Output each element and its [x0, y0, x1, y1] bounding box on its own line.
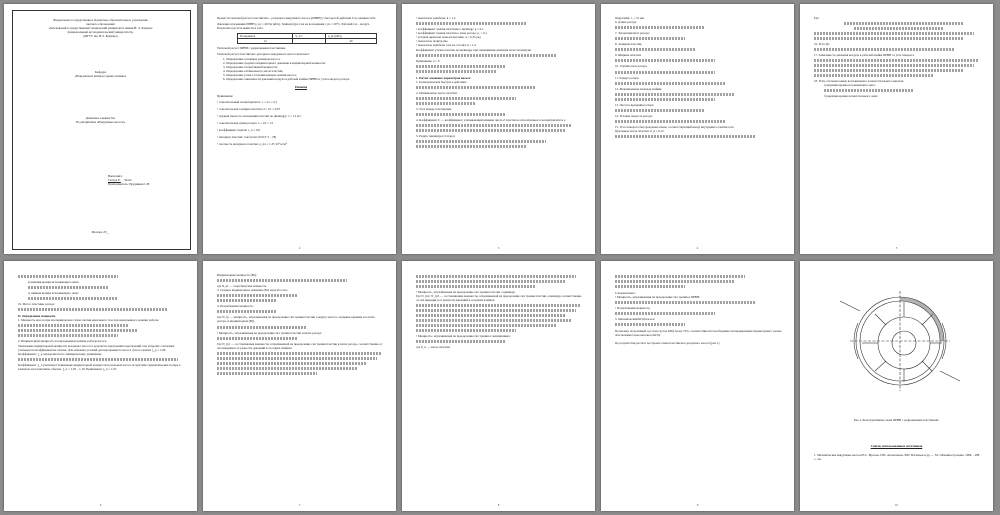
city-year: Москва, 20__	[91, 230, 110, 234]
formula	[615, 48, 695, 51]
formula	[416, 145, 526, 148]
page-number: 3	[497, 246, 500, 250]
table-cell-p: 40	[326, 39, 377, 44]
formula	[416, 304, 581, 307]
param-list	[217, 100, 385, 147]
step-label: 3. Угол между пластинами:	[416, 107, 452, 112]
formula	[615, 71, 715, 74]
given-text: Давление всасывания ПРВН p_вс = 40 Па (кПа). Температура газа на всасывании t_вс = 20°С. Рабочий газ – воздух. Результаты расчета вывести в табл.	[217, 22, 370, 31]
formula	[814, 37, 964, 40]
page-6	[4, 261, 197, 511]
page-4	[601, 4, 794, 254]
formula	[615, 120, 725, 123]
formula	[18, 308, 168, 311]
formula	[416, 97, 516, 100]
param-line: • относительный эксцентриситет: ε = e/r = 0,1	[217, 99, 278, 104]
formula	[416, 65, 506, 68]
page-number: 5	[895, 246, 898, 250]
table-cell-variant: 14	[238, 39, 293, 44]
reference-item: 1. Механические вакуумные насосы/Е.С. Фролов, И.В. Автономова, В.И. Васильев и др. — М.: Машиностроение, 1989. - 288 с.: ил.	[814, 453, 980, 462]
title-frame	[12, 10, 191, 250]
formula	[615, 285, 685, 288]
page-number: 2	[298, 246, 301, 250]
paragraph: • Мощность, затрачиваемая на преодоление сил трения пластин и пазах ротора:	[217, 330, 322, 335]
page-number: 10	[894, 503, 899, 507]
step-label: Округляем: r₁ = 51 мм	[615, 16, 645, 20]
formula	[217, 337, 297, 340]
figure-caption: Рис.1. Конструктивная схема ПРВН с радиальными пластинами.	[853, 418, 940, 422]
formula	[416, 54, 556, 57]
formula	[416, 129, 566, 132]
paragraph: где Z_п — число пластин.	[416, 345, 451, 350]
formula	[217, 310, 277, 313]
accept-n: Принимаем: n = 0	[416, 58, 440, 63]
formula	[615, 312, 715, 315]
accepted-label: Принимаем:	[217, 93, 234, 98]
param-line: • показатель политропы	[416, 39, 448, 44]
step-label: 19. Масса пластины ротора:	[18, 302, 55, 307]
step-label: где N_ит — теоретическая мощность.	[217, 284, 267, 289]
step-label: б) верхняя кромка нагнетательного окна:	[824, 94, 879, 99]
formula	[814, 48, 954, 51]
org-line-1: Федеральное государственное бюджетное образовательное учреждение	[53, 18, 148, 22]
step-label: При каком числе пластин: Z_n = 0,12	[615, 129, 664, 134]
formula	[615, 37, 685, 40]
step-label: 16. Угол 2β:	[814, 42, 830, 47]
formula	[814, 64, 974, 67]
formula	[615, 275, 745, 278]
step-label: 1. Геометрическая быстрота действия:	[416, 79, 467, 84]
param-line: • материал пластин: текстолит (ГОСТ 5 – 78)	[217, 135, 277, 140]
checked-label: Преподаватель: Прудников С.Н.	[108, 182, 151, 187]
formula	[416, 22, 526, 25]
page-2	[203, 4, 396, 254]
formula	[615, 82, 725, 85]
step-label: 11. Радиус ротора:	[615, 75, 640, 80]
references-heading: Список использованных источников	[870, 444, 923, 448]
step-label: 17. Зависимость давления воздуха в рабочей ячейке ПРВН от угла поворота	[814, 53, 915, 58]
formula	[416, 319, 571, 322]
section-heading: 1. Расчет основных параметров насоса:	[416, 75, 472, 80]
org-line-4: (национальный исследовательский университет)»	[67, 30, 134, 35]
step-label: 15. Угол поворота быстроходных ячеек, соответствующий концу внутреннего сжатия газа:	[615, 124, 735, 129]
paragraph: • Потребляемая мощность:	[615, 306, 651, 311]
page-number: 8	[497, 503, 500, 507]
step-label: 18. Углы отсечных камер всасывающего и нагнетательного каналов:	[814, 79, 904, 84]
step-label: 10. Глубина паза ротора:	[615, 64, 648, 69]
formula	[28, 297, 118, 300]
step-label: 5. Радиус цилиндра (статора):	[416, 134, 456, 139]
step-label: 2. Индикаторная мощность на неразрывном режиме работы насоса.	[18, 339, 108, 344]
page-5	[800, 4, 993, 254]
formula	[217, 352, 382, 355]
formula	[814, 74, 934, 77]
formula	[217, 357, 377, 360]
formula	[615, 280, 735, 283]
paragraph: • Мощность, затрачиваемая на преодоление сил трения в ПРВН:	[615, 295, 700, 300]
paragraph: Коэффициент: ξ_п учитывает повышение индикаторной мощности в реальном насосе вследствие гидравлических потерь в клапанах на нагнетании, обычно: ξ_п = 1,05 – 1,10. Принимаем: ξ_п = 1,05	[18, 362, 181, 371]
paragraph: • Мощность, затрачиваемая на преодоление сил трения в подшипниках:	[416, 334, 511, 339]
solution-heading: Решение	[294, 85, 308, 90]
paragraph: Коэффициент: ξ_р определяется по эмпирическому уравнению:	[18, 351, 103, 356]
formula	[217, 294, 297, 297]
page-8	[402, 261, 595, 511]
formula	[814, 69, 964, 72]
table-header-variant: № варианта	[238, 34, 293, 39]
param-line: • коэффициент трения пластин о пазы ротора: μ₁ = 0,1	[416, 31, 488, 36]
formula	[615, 135, 755, 138]
org-line-3: «Московский государственный технический университет имени Н. Э. Баумана	[48, 26, 153, 31]
done-label: Выполнил:	[108, 174, 123, 178]
thermal-title: Тепловой расчет ПРВН с радиальными пластинами.	[217, 46, 286, 51]
formula	[615, 98, 715, 101]
step-label: 7. Эксцентриситет ротора:	[615, 31, 650, 36]
formula	[217, 279, 347, 282]
paragraph: Где N_тр1 — составляющая мощности, затрачиваемой на преодоление сил трения пластин в пазах ротора, соответственно от сил инерции и от разности давлений в соседних ячейках:	[217, 341, 383, 350]
formula	[615, 93, 735, 96]
thermal-item: 1. Определение основных размеров насоса;	[223, 57, 281, 62]
page-1	[4, 4, 197, 254]
formula	[615, 59, 715, 62]
formula	[814, 59, 979, 62]
step-label: 4. Коэффициент С — коэффициент, учитывающий влияние числа Z пластин и относительного эксцентриситета ε:	[416, 118, 567, 123]
step-label: 9. Ширина пластин:	[615, 53, 642, 58]
table-header-p: p_вс (кПа)	[326, 34, 377, 39]
task-subject: По дисциплине «Вакуумные насосы»	[75, 120, 126, 125]
param-line: • коэффициент трения пластины о цилиндр: μ = 0,1	[416, 27, 484, 32]
paragraph: 5. Механический КПД насоса:	[615, 317, 656, 322]
param-line: • показатель адиабаты: k = 1,4	[416, 16, 456, 20]
step-label: Где:	[814, 16, 820, 20]
param-line: • коэффициент подачи: λ_п = 0,9	[217, 128, 260, 133]
step-label: 6. Длина ротора:	[615, 20, 637, 25]
formula	[416, 86, 536, 89]
step-label: 12. Максимальная площадь ячейки:	[615, 86, 663, 91]
thermal-item: 5. Определение углов отсечения камеры окнами насоса;	[223, 73, 297, 78]
param-line: • средняя скорость скольжения пластин по цилиндру: v = 12 м/с	[217, 113, 302, 118]
formula	[416, 340, 506, 343]
dept-label: Кафедра	[94, 70, 107, 74]
thermal-item: 3. Определение потребляемой мощности;	[223, 65, 278, 70]
pump-drawing	[800, 271, 993, 411]
param-line: • плотность материала пластин: ρ_пл = 1,35·10³ кг/м³	[217, 142, 287, 147]
paragraph: По результатам расчета построена схема пластинчато-роторного насоса (рис.1)	[615, 340, 720, 345]
paragraph: Где N_тр — мощность, затрачиваемая на преодоление сил трения пластин о корпус насоса, торцевые крышки и в пазах ротора, и индикаторная (Вт).	[217, 315, 375, 324]
formula	[416, 329, 516, 332]
step-label: в) нижняя кромка всасывающего окна:	[28, 280, 80, 284]
step-label: а) верхняя кромка всасывающего окна:	[824, 83, 876, 88]
formula	[615, 301, 755, 304]
formula	[217, 367, 357, 370]
formula	[844, 22, 964, 25]
page-3	[402, 4, 595, 254]
formula	[814, 32, 974, 35]
formula	[18, 324, 128, 327]
org-line-2: высшего образования	[86, 22, 115, 27]
formula	[18, 334, 118, 337]
page-7	[203, 261, 396, 511]
section-heading: II. Определение мощности.	[18, 314, 56, 319]
step-label: 8. Толщина пластин:	[615, 42, 643, 47]
step-label: 4. Потребляемая мощность:	[217, 304, 254, 309]
page-number: 6	[99, 503, 102, 507]
paragraph: • Мощность, затрачиваемая на преодоление сил трения пластин о цилиндр:	[416, 290, 516, 294]
thermal-items	[217, 57, 385, 81]
formula	[615, 26, 705, 29]
formula	[217, 372, 317, 375]
task-title: Домашнее задание №1	[85, 116, 116, 120]
formula	[416, 113, 506, 116]
step-label: 1. Мощность насоса при изотермическом сухом сжатии идеального газа для неразрывного режима работы:	[18, 318, 160, 323]
formula	[416, 314, 566, 317]
page-number: 9	[696, 503, 699, 507]
param-line: • угловой диапазон окна нагнетания: φ = 0,35 рад	[416, 35, 481, 40]
page-number: 7	[298, 503, 301, 507]
formula	[416, 309, 576, 312]
formula	[416, 102, 476, 105]
step-label: 13. Частота вращения ротора:	[615, 102, 655, 107]
step-label: 2. Оптимальное число пластин:	[416, 90, 458, 95]
formula	[416, 280, 566, 283]
page-10	[800, 261, 993, 511]
paragraph: Поскольку полученный η в этом случае КПД более 70%, соответствие нет необходимости варьирования параметрами с целью обеспечения более высокого КПД.	[615, 329, 782, 338]
formula	[217, 299, 277, 302]
formula	[217, 326, 307, 329]
formula	[217, 362, 367, 365]
thermal-item: 6. Определение зависимости давления воздуха в рабочей ячейке ПРВН от угла поворота ротора.	[223, 77, 350, 82]
page-number: 4	[696, 246, 699, 250]
formula	[615, 323, 685, 326]
paragraph: Следовательно:	[615, 291, 636, 295]
formula	[824, 89, 914, 92]
thermal-item: 2. Определение среднего индикаторного давления и индикаторной мощности;	[223, 61, 326, 66]
step-label: 14. Угловая скорость ротора:	[615, 113, 653, 118]
formula	[416, 140, 546, 143]
step-label: г) нижняя кромка всасывающего окна:	[28, 291, 79, 296]
intro-text: Провести тепловой расчет пластинчато - роторного вакуумного насоса (ПРВН) с быстротой действия S по данным табл.	[217, 16, 376, 20]
org-line-5: (МГТУ им. Н.Э. Баумана)	[83, 34, 118, 39]
formula	[416, 124, 571, 127]
formula	[854, 27, 944, 30]
formula	[416, 324, 556, 327]
dept-name: «Вакуумная и компрессорная техника»	[74, 74, 127, 79]
step-label: Индикаторная мощность (Вт):	[217, 273, 257, 277]
coef-text: Коэффициент утечек пластин по цилиндру при смешивании давления полости вакуума	[416, 47, 532, 52]
thermal-item: 4. Определение оптимального числа пластин;	[223, 69, 284, 74]
thermal-subtitle: Тепловой расчет пластинчато-роторного вакуумного насоса включает:	[217, 52, 310, 57]
table-header-s: S, л/с	[293, 34, 326, 39]
param-line: • относительная длина ротора: λ = l/d = 1,5	[217, 120, 274, 125]
student-name: Ганчук Е.	[108, 178, 121, 183]
paragraph: Увеличение индикаторной мощности реального насоса в результате внутренних перетечений газа и прочих слагаемых учитывается коэффициентом сжатия. Для обычных условий для неразрывного насоса сухого сжатия: ξ_р = 1,09.	[18, 343, 175, 352]
formula	[18, 358, 178, 361]
student-group: Э4-62	[123, 178, 132, 183]
formula	[416, 275, 576, 278]
page-9	[601, 261, 794, 511]
formula	[416, 285, 536, 288]
param-line: • относительная толщина пластин: δ̄ = δ/r = 0,07	[217, 106, 281, 111]
formula	[28, 286, 108, 289]
param-line: • показатель адиабаты газа из состава: k = 1,4	[416, 43, 476, 48]
formula	[416, 70, 496, 73]
formula	[18, 329, 138, 332]
formula	[18, 275, 118, 278]
paragraph: Где N_тр2, N_тр3 — составляющие мощности, затрачиваемой на преодоление сил трения пластин о цилиндр соответственно от сил инерции и от разности давлений в соседних ячейках:	[416, 294, 582, 303]
variant-table	[237, 33, 377, 44]
step-label: 3. Среднее индикаторное давление (Вт) агрегата газа:	[217, 288, 288, 293]
formula	[615, 109, 705, 112]
